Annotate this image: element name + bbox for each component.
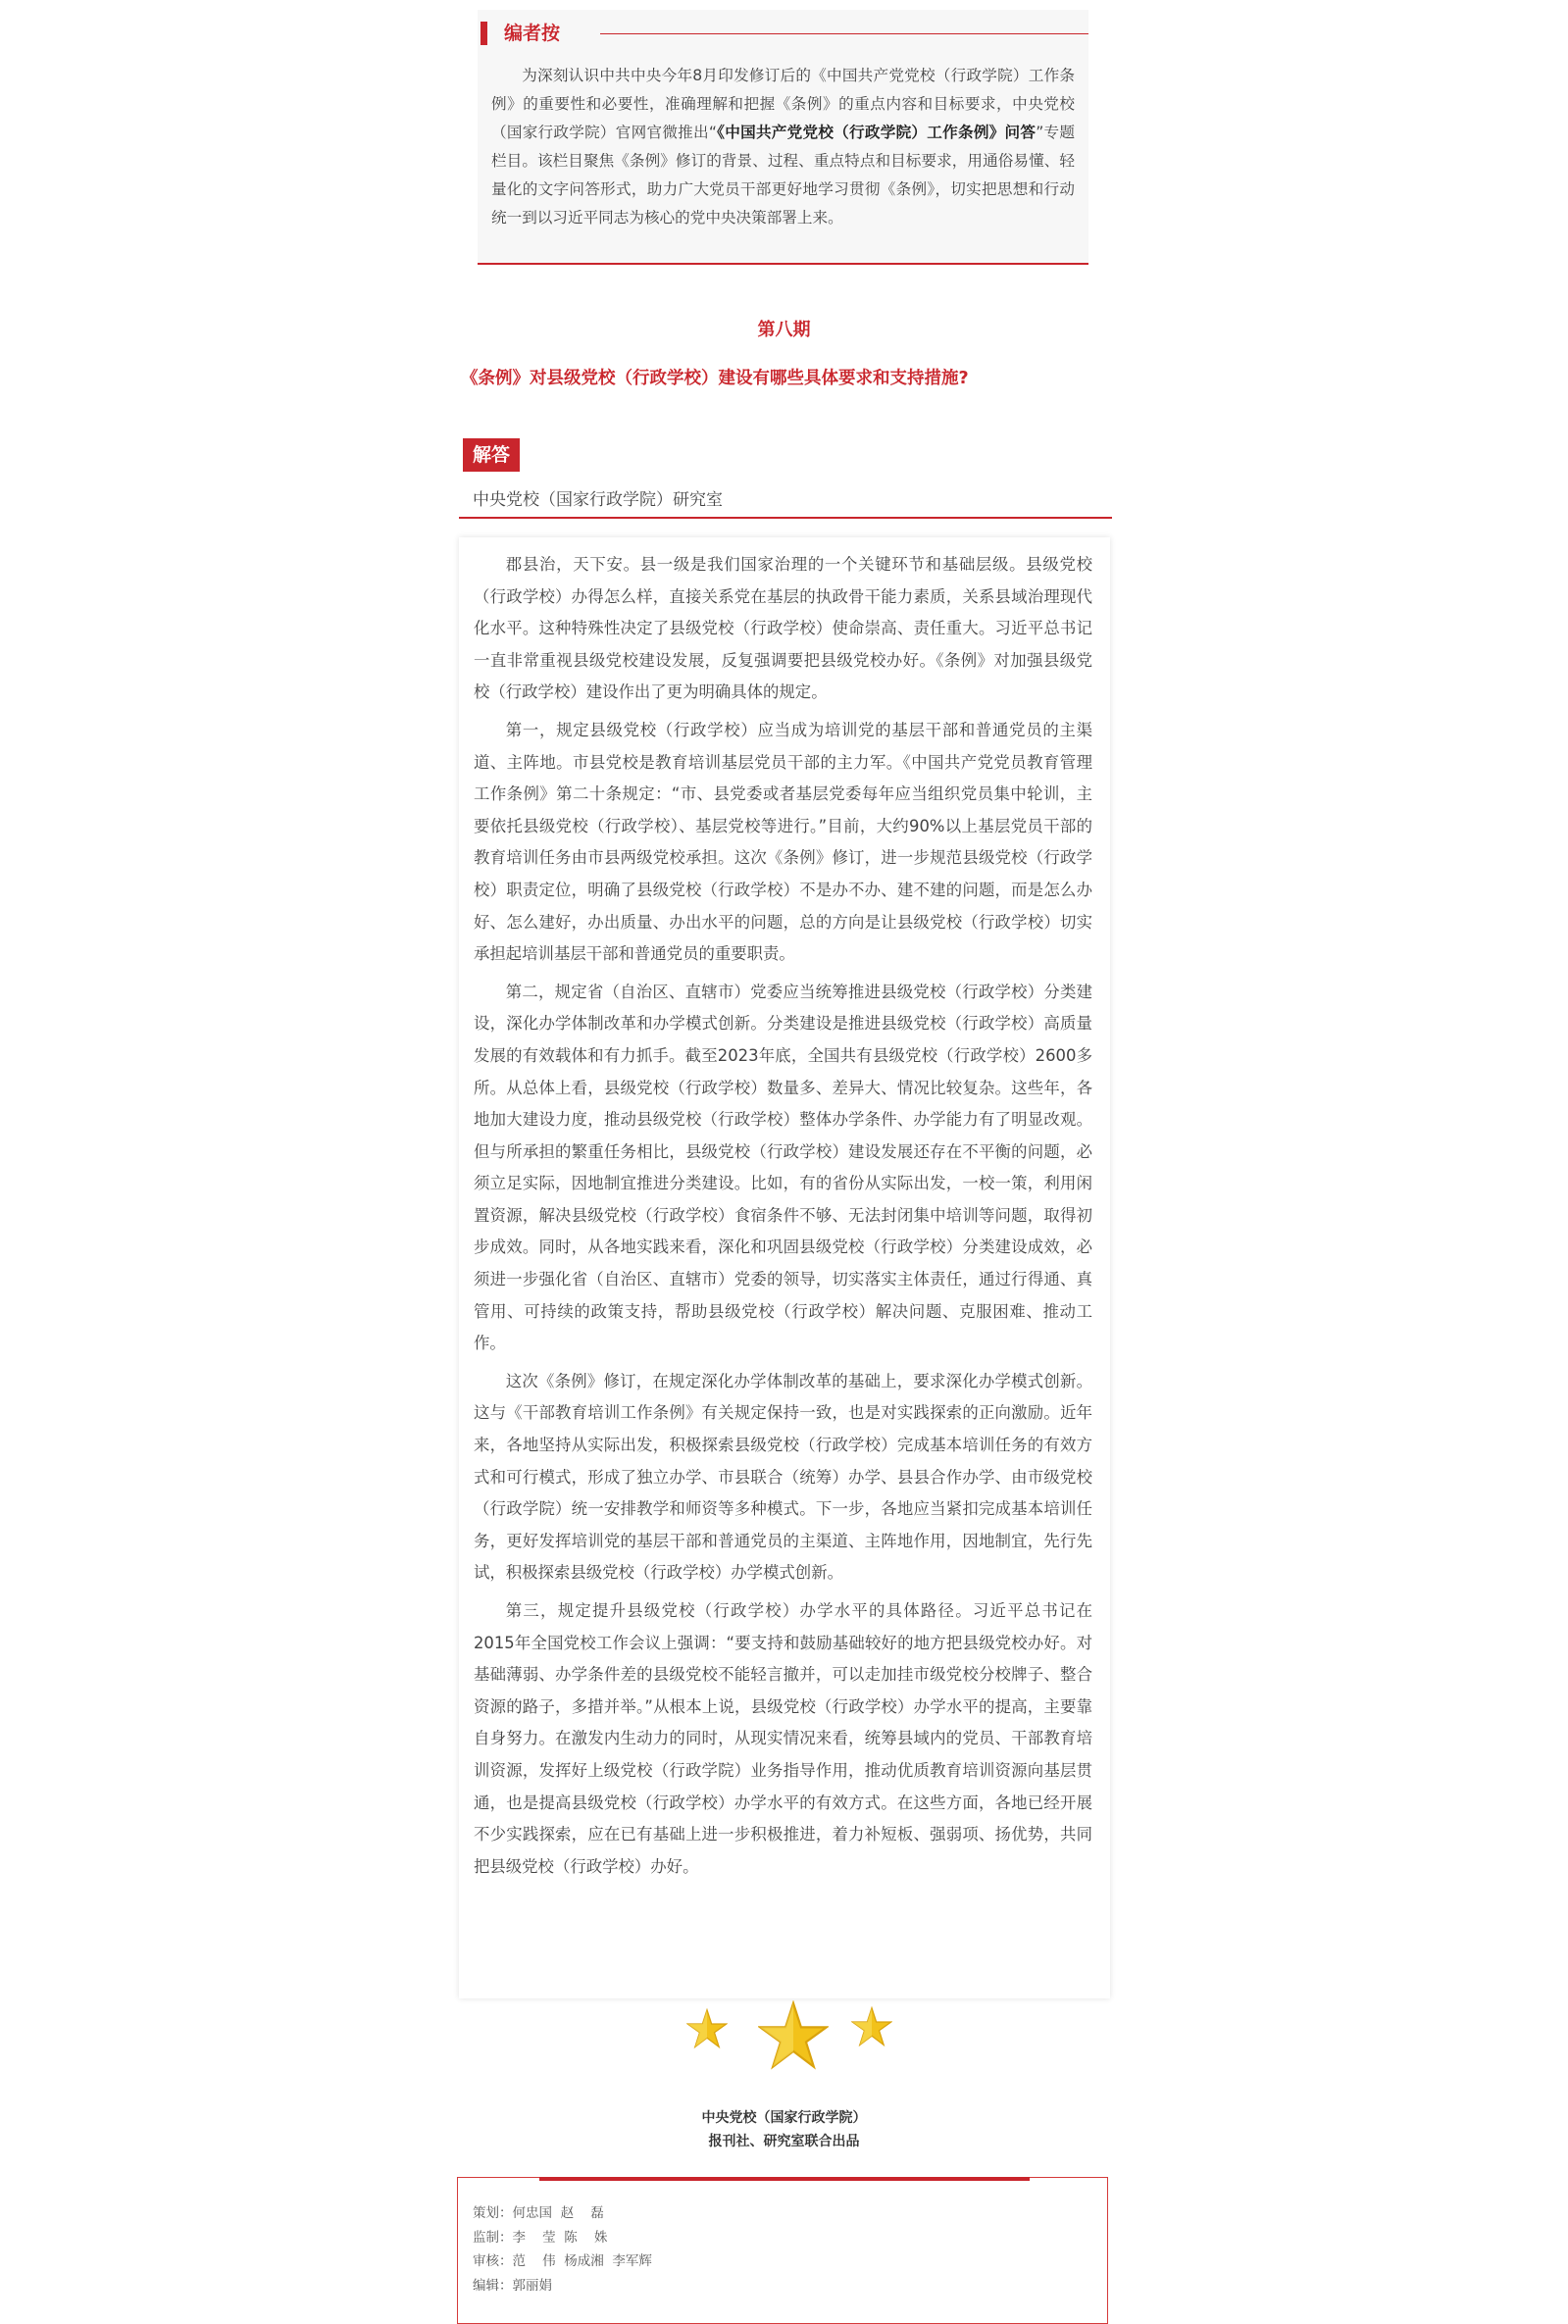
paragraph: 第一，规定县级党校（行政学校）应当成为培训党的基层干部和普通党员的主渠道、主阵地。市县党校是教育培训基层党员干部的主力军。《中国共产党党员教育管理工作条例》第二十条规定：“市、县党委或者基层党委每年应当组织党员集中轮训，主要依托县级党校（行政学校）、基层党校等进行。”目前，大约90%以上基层党员干部的教育培训任务由市县两级党校承担。这次《条例》修订，进一步规范县级党校（行政学校）职责定位，明确了县级党校（行政学校）不是办不办、建不建的问题，而是怎么办好、怎么建好，办出质量、办出水平的问题，总的方向是让县级党校（行政学校）切实承担起培训基层干部和普通党员的重要职责。 — [474, 720, 1092, 964]
editor-note-divider — [600, 33, 1088, 34]
credit-line: 审核：范 伟 杨成湘 李军辉 — [473, 2253, 652, 2269]
producer-info — [0, 2106, 1568, 2153]
credits-list — [473, 2201, 652, 2298]
answer-author: 中央党校（国家行政学院）研究室 — [473, 490, 723, 510]
credit-line: 监制：李 莹 陈 姝 — [473, 2229, 608, 2246]
answer-text — [474, 549, 1092, 1889]
editor-note-text-part2: ”专题栏目。该栏目聚焦《条例》修订的背景、过程、重点特点和目标要求，用通俗易懂、轻量化的文字问答形式，助力广大党员干部更好地学习贯彻《条例》，切实把思想和行动统一到以习近平同志为核心的党中央决策部署上来。 — [491, 124, 1075, 227]
producer-line1: 中央党校（国家行政学院） — [701, 2110, 867, 2126]
editor-note — [478, 10, 1088, 265]
paragraph: 第三，规定提升县级党校（行政学校）办学水平的具体路径。习近平总书记在2015年全国党校工作会议上强调：“要支持和鼓励基础较好的地方把县级党校办好。对基础薄弱、办学条件差的县级党校不能轻言撤并，可以走加挂市级党校分校牌子、整合资源的路子，多措并举。”从根本上说，县级党校（行政学校）办学水平的提高，主要靠自身努力。在激发内生动力的同时，从现实情况来看，统筹县域内的党员、干部教育培训资源，发挥好上级党校（行政学院）业务指导作用，推动优质教育培训资源向基层贯通，也是提高县级党校（行政学校）办学水平的有效方式。在这些方面，各地已经开展不少实践探索，应在已有基础上进一步积极推进，着力补短板、强弱项、扬优势，共同把县级党校（行政学校）办好。 — [474, 1601, 1092, 1876]
star-icon — [758, 2000, 829, 2071]
credit-line: 编辑：郭丽娟 — [473, 2277, 552, 2294]
paragraph: 第二，规定省（自治区、直辖市）党委应当统筹推进县级党校（行政学校）分类建设，深化办学体制改革和办学模式创新。分类建设是推进县级党校（行政学校）高质量发展的有效载体和有力抓手。截至2023年底，全国共有县级党校（行政学校）2600多所。从总体上看，县级党校（行政学校）数量多、差异大、情况比较复杂。这些年，各地加大建设力度，推动县级党校（行政学校）整体办学条件、办学能力有了明显改观。但与所承担的繁重任务相比，县级党校（行政学校）建设发展还存在不平衡的问题，必须立足实际，因地制宜推进分类建设。比如，有的省份从实际出发，一校一策，利用闲置资源，解决县级党校（行政学校）食宿条件不够、无法封闭集中培训等问题，取得初步成效。同时，从各地实践来看，深化和巩固县级党校（行政学校）分类建设成效，必须进一步强化省（自治区、直辖市）党委的领导，切实落实主体责任，通过行得通、真管用、可持续的政策支持，帮助县级党校（行政学校）解决问题、克服困难、推动工作。 — [474, 982, 1092, 1353]
answer-tag: 解答 — [463, 438, 520, 472]
editor-note-accent-bar — [481, 22, 487, 45]
editor-note-header — [478, 20, 1088, 47]
issue-number: 第八期 — [757, 320, 811, 340]
editor-note-column-name: 《中国共产党党校（行政学院）工作条例》问答 — [716, 124, 1037, 141]
editor-note-text — [491, 62, 1075, 232]
credits-box — [457, 2177, 1108, 2324]
credits-accent-bar — [539, 2177, 1030, 2181]
star-icon — [686, 2008, 728, 2049]
star-icon — [851, 2006, 892, 2047]
paragraph: 这次《条例》修订，在规定深化办学体制改革的基础上，要求深化办学模式创新。这与《干部教育培训工作条例》有关规定保持一致，也是对实践探索的正向激励。近年来，各地坚持从实际出发，积极探索县级党校（行政学校）完成基本培训任务的有效方式和可行模式，形成了独立办学、市县联合（统筹）办学、县县合作办学、由市级党校（行政学院）统一安排教学和师资等多种模式。下一步，各地应当紧扣完成基本培训任务，更好发挥培训党的基层干部和普通党员的主渠道、主阵地作用，因地制宜，先行先试，积极探索县级党校（行政学校）办学模式创新。 — [474, 1371, 1092, 1583]
producer-line2: 报刊社、研究室联合出品 — [708, 2134, 860, 2149]
author-divider — [459, 517, 1112, 519]
editor-note-text-part1: 为深刻认识中共中央今年8月印发修订后的《中国共产党党校（行政学院）工作条例》的重要性和必要性，准确理解和把握《条例》的重点内容和目标要求，中央党校（国家行政学院）官网官微推出“ — [491, 67, 1075, 141]
stars-decoration — [667, 2000, 902, 2079]
question-title: 《条例》对县级党校（行政学校）建设有哪些具体要求和支持措施? — [461, 369, 969, 388]
answer-body — [459, 537, 1110, 1998]
credit-line: 策划：何忠国 赵 磊 — [473, 2205, 604, 2221]
paragraph: 郡县治，天下安。县一级是我们国家治理的一个关键环节和基础层级。县级党校（行政学校）办得怎么样，直接关系党在基层的执政骨干能力素质，关系县域治理现代化水平。这种特殊性决定了县级党校（行政学校）使命崇高、责任重大。习近平总书记一直非常重视县级党校建设发展，反复强调要把县级党校办好。《条例》对加强县级党校（行政学校）建设作出了更为明确具体的规定。 — [474, 555, 1092, 702]
editor-note-title: 编者按 — [504, 23, 561, 44]
